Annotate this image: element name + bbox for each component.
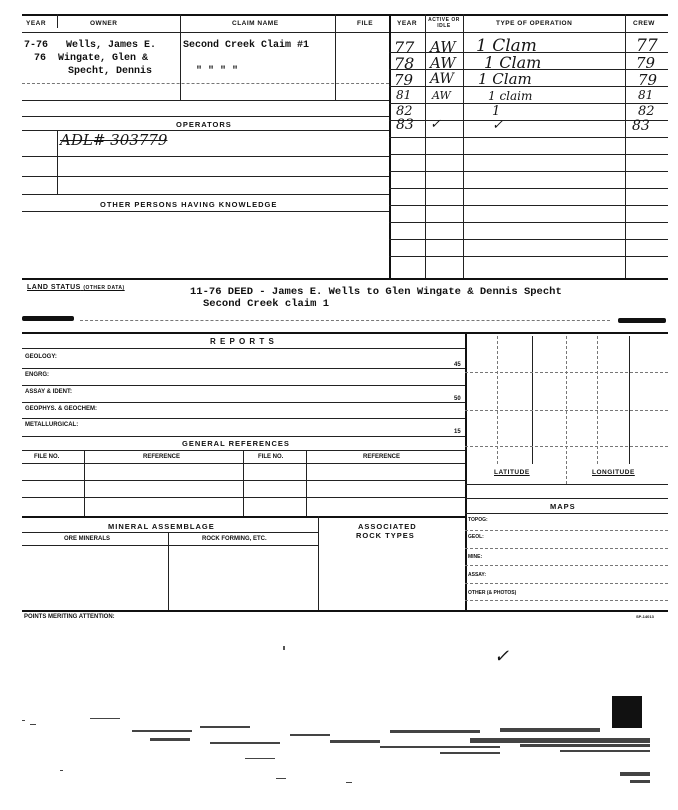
divider	[335, 14, 336, 100]
header-active-idle: ACTIVE OR IDLE	[428, 17, 460, 29]
redaction-mark-right	[618, 318, 666, 323]
divider	[22, 480, 465, 481]
activity-year-2: 78	[394, 54, 415, 73]
speck	[283, 646, 285, 650]
rock-types-label: ROCK TYPES	[356, 531, 415, 540]
top-border	[22, 14, 668, 16]
header-crew: CREW	[633, 20, 655, 27]
divider	[465, 484, 668, 485]
divider	[22, 156, 389, 157]
divider	[465, 565, 668, 566]
divider	[497, 336, 498, 464]
reports-metallurgical-num: 15	[454, 429, 461, 435]
reports-geology: GEOLOGY:	[25, 354, 57, 360]
header-file: FILE	[357, 20, 374, 27]
reports-assay: ASSAY & IDENT:	[25, 389, 73, 395]
divider	[84, 450, 85, 516]
land-status-line-2: Second Creek claim 1	[203, 298, 330, 310]
mine-label: MINE:	[468, 554, 483, 560]
header-year: YEAR	[26, 20, 47, 27]
divider	[57, 130, 58, 194]
associated-label: ASSOCIATED	[358, 522, 417, 531]
divider	[243, 450, 244, 516]
rock-forming-label: ROCK FORMING, ETC.	[202, 536, 267, 542]
gr-file-no-1: FILE NO.	[34, 454, 60, 460]
reports-engrg: ENGRG:	[25, 372, 49, 378]
divider	[465, 372, 668, 373]
activity-status-3: AW	[430, 71, 454, 87]
divider	[465, 332, 467, 610]
form-number: SP-14013	[636, 614, 654, 619]
owner-line-3: Specht, Dennis	[68, 66, 153, 77]
reports-geology-num: 45	[454, 362, 461, 368]
activity-type-4: 1 claim	[488, 89, 533, 103]
gr-reference-1: REFERENCE	[143, 454, 181, 460]
activity-type-1: 1 Clam	[476, 36, 537, 56]
reports-metallurgical: METALLURGICAL:	[25, 422, 79, 428]
mineral-assemblage-label: MINERAL ASSEMBLAGE	[108, 522, 215, 531]
activity-year-5: 82	[396, 104, 413, 119]
divider	[389, 205, 668, 206]
divider	[57, 14, 58, 28]
owner-date-1: 7-76	[24, 40, 49, 51]
land-status-label: LAND STATUS (OTHER DATA)	[27, 284, 125, 291]
divider	[22, 116, 389, 117]
divider	[22, 368, 465, 369]
divider	[532, 336, 533, 464]
divider	[465, 583, 668, 584]
divider	[318, 516, 319, 610]
activity-crew-6: 83	[632, 118, 650, 134]
header-year-2: YEAR	[397, 20, 418, 27]
divider	[389, 154, 668, 155]
topog-label: TOPOG:	[468, 517, 488, 523]
divider	[22, 402, 465, 403]
divider	[465, 446, 668, 447]
land-status-line-1: 11-76 DEED - James E. Wells to Glen Wingate & Dennis Specht	[190, 286, 562, 298]
divider	[629, 336, 630, 464]
divider	[22, 610, 668, 612]
divider	[22, 436, 465, 437]
activity-status-6: ✓	[430, 117, 441, 132]
divider	[465, 530, 668, 531]
divider	[22, 100, 389, 101]
activity-year-6: 83	[396, 117, 414, 133]
other-persons-label: OTHER PERSONS HAVING KNOWLEDGE	[100, 200, 278, 209]
divider	[306, 450, 307, 516]
divider	[80, 320, 610, 321]
owner-line-2: Wingate, Glen &	[58, 53, 149, 64]
check-mark: ✓	[494, 646, 510, 667]
activity-status-2: AW	[430, 54, 456, 72]
divider	[389, 256, 668, 257]
divider	[22, 532, 318, 533]
reports-label: R E P O R T S	[210, 337, 275, 346]
divider	[22, 497, 465, 498]
divider	[465, 600, 668, 601]
claim-ditto: " " " "	[196, 66, 239, 77]
other-photos-label: OTHER (& PHOTOS)	[468, 590, 517, 596]
divider	[465, 498, 668, 499]
owner-line-1: Wells, James E.	[66, 40, 157, 51]
general-references-label: GENERAL REFERENCES	[182, 439, 290, 448]
reports-geophys: GEOPHYS. & GEOCHEM:	[25, 406, 98, 412]
latitude-label: LATITUDE	[494, 469, 530, 476]
activity-crew-3: 79	[638, 71, 658, 89]
reports-assay-num: 50	[454, 396, 461, 402]
divider	[389, 103, 668, 104]
divider	[389, 188, 668, 189]
activity-crew-4: 81	[638, 88, 654, 102]
divider	[465, 513, 668, 514]
activity-type-3: 1 Clam	[478, 70, 532, 88]
divider	[22, 194, 389, 195]
assay-label: ASSAY:	[468, 572, 487, 578]
header-claim-name: CLAIM NAME	[232, 20, 279, 27]
claim-name-value: Second Creek Claim #1	[183, 40, 310, 51]
divider	[22, 176, 389, 177]
divider	[465, 410, 668, 411]
divider	[22, 418, 465, 419]
maps-label: MAPS	[550, 502, 576, 511]
geol-label: GEOL:	[468, 534, 484, 540]
divider	[22, 332, 668, 334]
activity-status-4: AW	[432, 89, 451, 102]
divider	[389, 137, 668, 138]
points-meriting-attention: POINTS MERITING ATTENTION:	[24, 614, 115, 620]
divider	[168, 532, 169, 610]
activity-crew-1: 77	[636, 36, 658, 56]
activity-year-1: 77	[394, 38, 415, 57]
activity-type-2: 1 Clam	[484, 53, 542, 72]
gr-file-no-2: FILE NO.	[258, 454, 284, 460]
activity-status-1: AW	[430, 38, 456, 56]
activity-year-4: 81	[396, 88, 412, 102]
activity-crew-2: 79	[636, 54, 656, 72]
divider	[389, 171, 668, 172]
divider	[22, 83, 389, 84]
gr-reference-2: REFERENCE	[363, 454, 401, 460]
activity-crew-5: 82	[638, 104, 655, 119]
header-type-of-operation: TYPE OF OPERATION	[496, 20, 573, 27]
ore-minerals-label: ORE MINERALS	[64, 536, 111, 542]
divider	[389, 222, 668, 223]
activity-year-3: 79	[394, 71, 414, 89]
divider	[180, 14, 181, 100]
divider	[465, 548, 668, 549]
divider	[22, 348, 465, 349]
activity-type-5: 1	[492, 104, 501, 119]
divider	[22, 278, 668, 280]
operators-label: OPERATORS	[176, 120, 232, 129]
redaction-mark-left	[22, 316, 74, 321]
activity-type-6: ✓	[492, 118, 503, 133]
divider	[22, 516, 465, 518]
header-bottom-line	[22, 32, 668, 33]
divider	[22, 385, 465, 386]
divider	[22, 545, 318, 546]
divider	[22, 211, 389, 212]
scan-noise-band	[0, 690, 678, 800]
divider	[597, 336, 598, 464]
header-owner: OWNER	[90, 20, 118, 27]
operators-entry: ADL# 303779	[60, 131, 168, 149]
divider	[389, 239, 668, 240]
owner-date-2: 76	[34, 53, 47, 64]
longitude-label: LONGITUDE	[592, 469, 635, 476]
